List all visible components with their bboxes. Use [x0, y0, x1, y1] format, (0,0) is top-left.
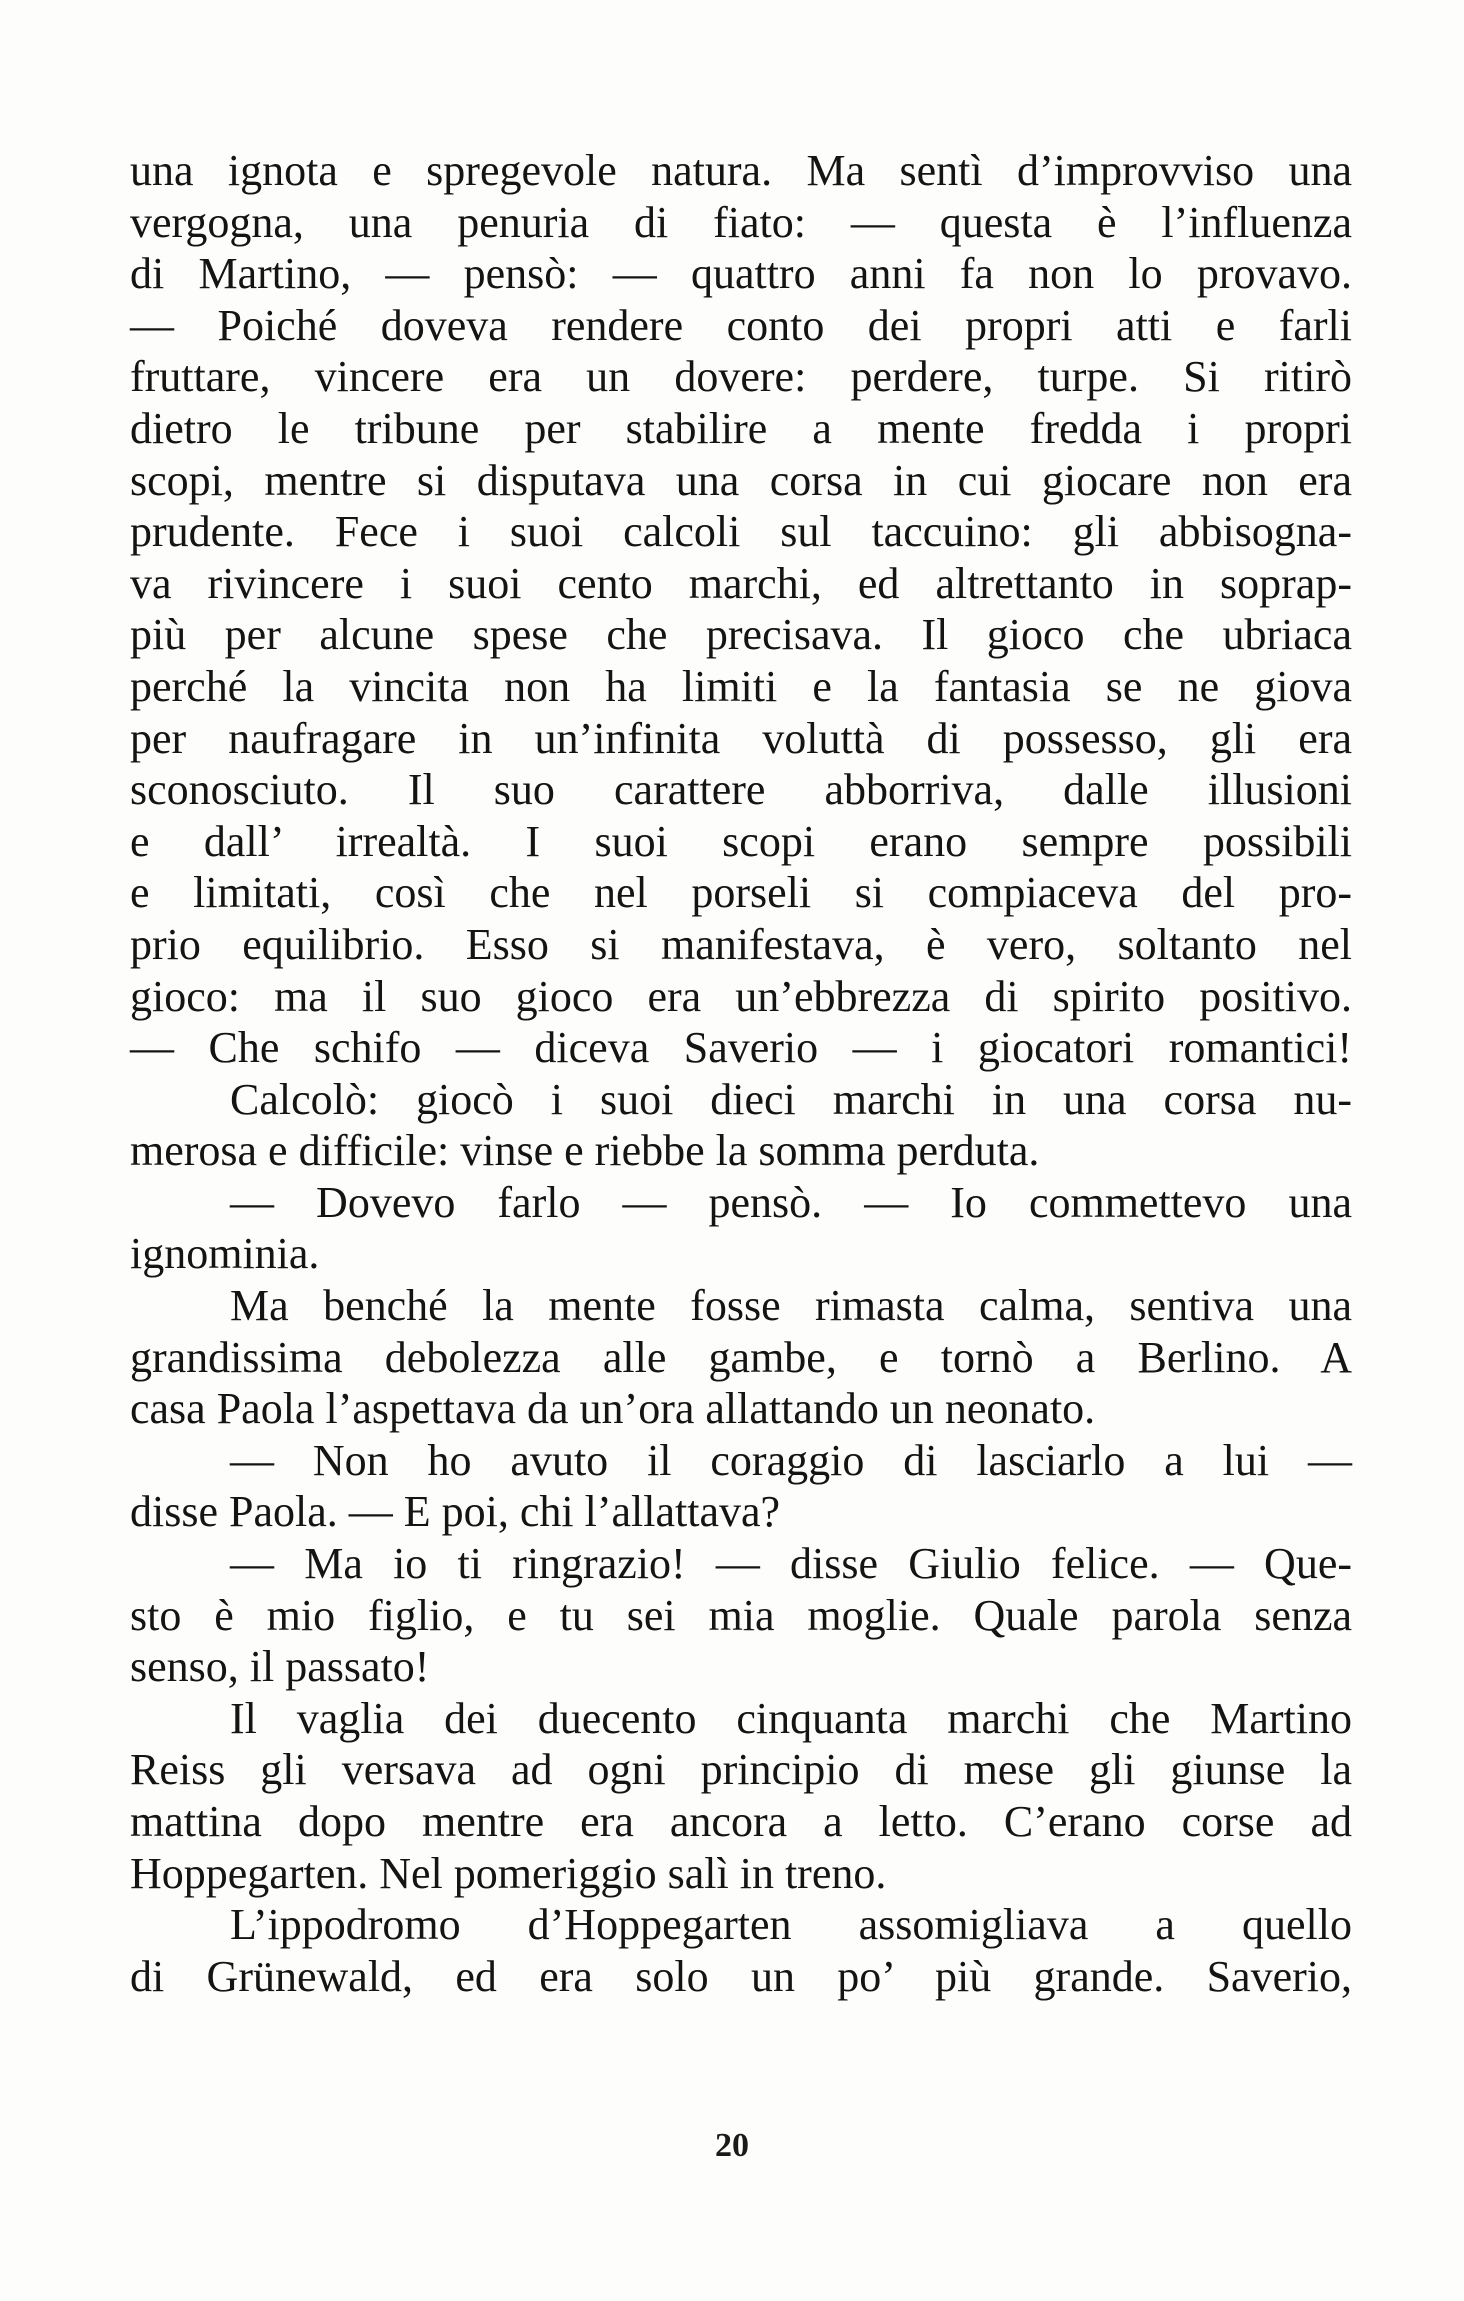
text-line: casa Paola l’aspettava da un’ora allattando un neonato. [130, 1384, 1096, 1434]
text-line: Reiss gli versava ad ogni principio di mese gli giunse la [130, 1745, 1352, 1795]
text-line: sconosciuto. Il suo carattere abborriva, dalle illusioni [130, 765, 1352, 815]
text-line: fruttare, vincere era un dovere: perdere, turpe. Si ritirò [130, 352, 1352, 402]
text-line: Il vaglia dei duecento cinquanta marchi che Martino [230, 1693, 1352, 1743]
text-line: di Grünewald, ed era solo un po’ più grande. Saverio, [130, 1951, 1352, 2001]
text-line: senso, il passato! [130, 1642, 430, 1692]
text-line: — Non ho avuto il coraggio di lasciarlo a lui — [230, 1435, 1352, 1485]
text-line: scopi, mentre si disputava una corsa in cui giocare non era [130, 455, 1352, 505]
text-line: e dall’ irrealtà. I suoi scopi erano sempre possibili [130, 816, 1352, 866]
text-line: Hoppegarten. Nel pomeriggio salì in treno. [130, 1848, 887, 1898]
text-line: merosa e difficile: vinse e riebbe la somma perduta. [130, 1126, 1040, 1176]
text-line: vergogna, una penuria di fiato: — questa è l’influenza [130, 197, 1352, 247]
text-line: Ma benché la mente fosse rimasta calma, sentiva una [230, 1281, 1352, 1331]
text-line: perché la vincita non ha limiti e la fantasia se ne giova [130, 661, 1352, 711]
text-line: dietro le tribune per stabilire a mente fredda i propri [130, 403, 1352, 453]
text-line: sto è mio figlio, e tu sei mia moglie. Quale parola senza [130, 1590, 1352, 1640]
text-line: prio equilibrio. Esso si manifestava, è vero, soltanto nel [130, 919, 1352, 969]
text-line: gioco: ma il suo gioco era un’ebbrezza di spirito positivo. [130, 971, 1352, 1021]
text-line: più per alcune spese che precisava. Il gioco che ubriaca [130, 610, 1352, 660]
text-line: una ignota e spregevole natura. Ma sentì d’improvviso una [130, 146, 1352, 195]
text-line: mattina dopo mentre era ancora a letto. C’erano corse ad [130, 1797, 1352, 1846]
text-line: disse Paola. — E poi, chi l’allattava? [130, 1487, 781, 1537]
page-number: 20 [715, 2127, 749, 2164]
text-line: — Dovevo farlo — pensò. — Io commettevo una [230, 1177, 1352, 1227]
body-text [130, 145, 1352, 2002]
text-line: per naufragare in un’infinita voluttà di possesso, gli era [130, 713, 1352, 763]
text-line: — Poiché doveva rendere conto dei propri atti e farli [130, 300, 1352, 350]
text-line: Calcolò: giocò i suoi dieci marchi in una corsa nu- [230, 1074, 1352, 1124]
text-line: di Martino, — pensò: — quattro anni fa non lo provavo. [130, 249, 1352, 299]
text-line: grandissima debolezza alle gambe, e tornò a Berlino. A [130, 1332, 1352, 1382]
text-line: e limitati, così che nel porseli si compiaceva del pro- [130, 868, 1352, 918]
text-line: va rivincere i suoi cento marchi, ed altrettanto in soprap- [130, 558, 1352, 608]
text-line: — Ma io ti ringrazio! — disse Giulio felice. — Que- [230, 1539, 1352, 1589]
text-line: prudente. Fece i suoi calcoli sul taccuino: gli abbisogna- [130, 507, 1352, 557]
text-line: ignominia. [130, 1229, 320, 1279]
text-line: L’ippodromo d’Hoppegarten assomigliava a quello [230, 1900, 1352, 1950]
text-line: — Che schifo — diceva Saverio — i giocatori romantici! [130, 1023, 1352, 1073]
